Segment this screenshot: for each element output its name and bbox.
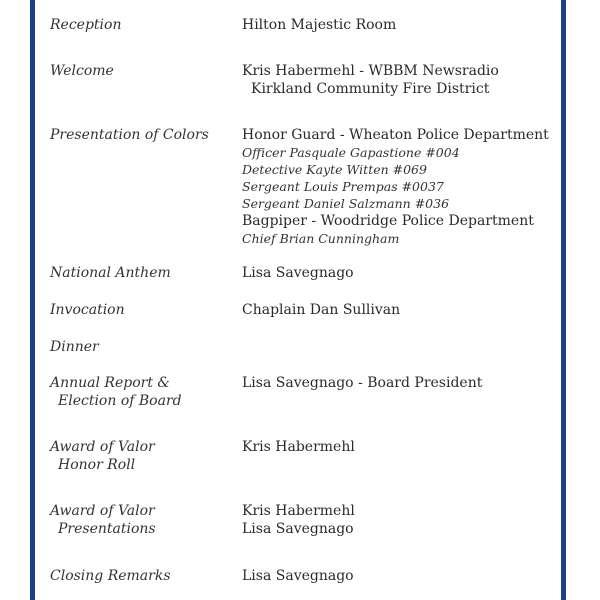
left-border-rule [30,0,35,600]
item-label [50,264,171,282]
label-line: Closing Remarks [50,568,171,584]
item-label [50,301,125,319]
label-line: Presentation of Colors [50,127,209,143]
label-line: Annual Report & [50,375,170,391]
label-line: Dinner [50,339,99,355]
value-line: Kirkland Community Fire District [251,81,490,97]
item-value [242,374,482,392]
item-value [242,16,396,34]
value-line: Lisa Savegnago - Board President [242,375,483,391]
item-label [50,502,156,538]
label-line: Welcome [50,63,114,79]
label-line: Award of Valor [50,439,155,455]
label-line: Honor Roll [58,457,136,473]
value-line: Chaplain Dan Sullivan [242,302,401,318]
item-value [242,62,499,98]
value-line: Honor Guard - Wheaton Police Department [242,127,549,143]
honor-guard-member: Detective Kayte Witten #069 [242,162,427,177]
label-line: Award of Valor [50,503,155,519]
item-label [50,62,114,80]
label-line: National Anthem [50,265,171,281]
value-line: Lisa Savegnago [242,568,354,584]
value-line: Lisa Savegnago [242,265,354,281]
label-line: Invocation [50,302,125,318]
bagpiper-member: Chief Brian Cunningham [242,231,400,246]
item-value [242,264,354,282]
value-line: Lisa Savegnago [242,521,354,537]
right-border-rule [561,0,566,600]
value-line: Kris Habermehl [242,439,355,455]
item-value [242,502,355,538]
label-line: Election of Board [58,393,182,409]
item-label [50,338,99,356]
value-line: Kris Habermehl [242,503,355,519]
item-value [242,438,355,456]
value-line: Hilton Majestic Room [242,17,397,33]
honor-guard-member: Sergeant Daniel Salzmann #036 [242,196,450,211]
honor-guard-member: Sergeant Louis Prempas #0037 [242,179,444,194]
item-label [50,567,171,585]
item-label [50,16,121,34]
item-value [242,126,549,247]
honor-guard-member: Officer Pasquale Gapastione #004 [242,145,460,160]
item-label [50,374,182,410]
label-line: Presentations [58,521,156,537]
item-value [242,301,400,319]
item-label [50,126,209,144]
item-label [50,438,155,474]
item-value [242,567,354,585]
label-line: Reception [50,17,122,33]
value-line: Kris Habermehl - WBBM Newsradio [242,63,499,79]
value-line: Bagpiper - Woodridge Police Department [242,213,534,229]
